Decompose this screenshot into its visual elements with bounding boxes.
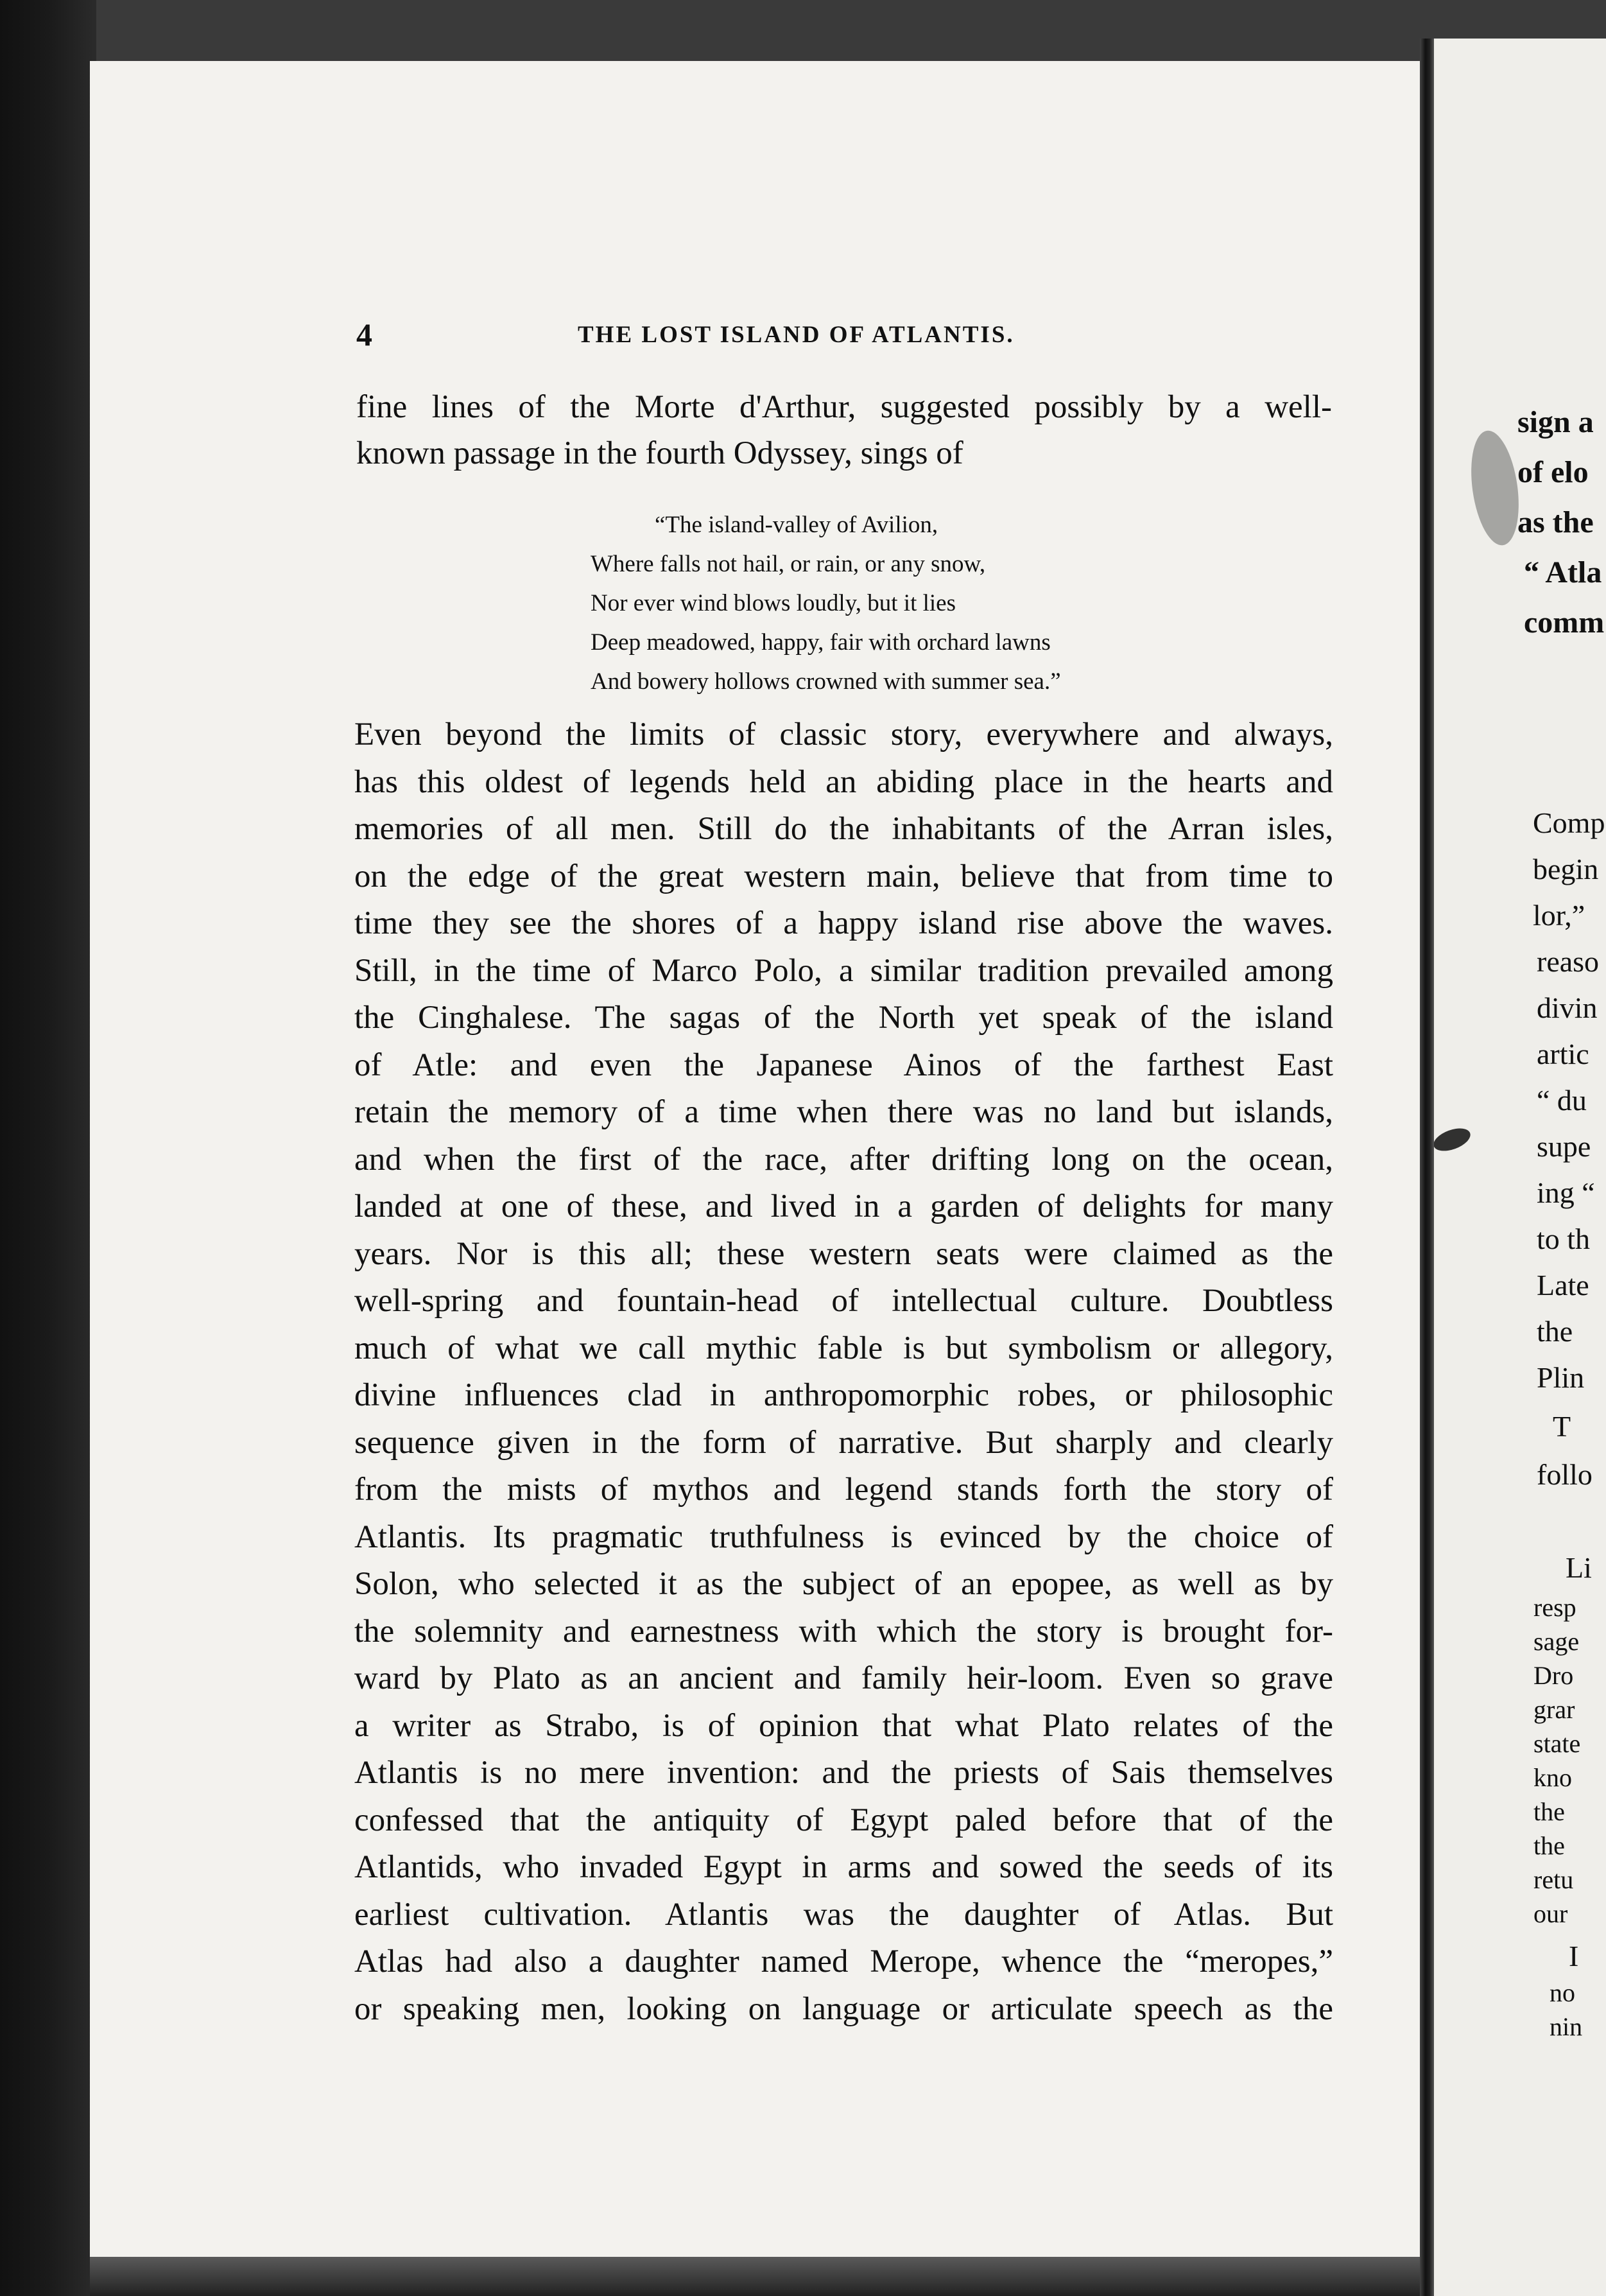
right-fragment: sage: [1533, 1627, 1580, 1656]
right-fragment: Comp: [1533, 806, 1605, 839]
body-line: time they see the shores of a happy island rise above the waves.: [354, 905, 1333, 941]
right-fragment: Late: [1537, 1269, 1589, 1301]
right-fragment: resp: [1533, 1593, 1576, 1622]
book-gutter: [1420, 39, 1434, 2296]
body-line: sequence given in the form of narrative. But sharply and clearly: [354, 1424, 1333, 1461]
body-line: a writer as Strabo, is of opinion that what Plato relates of the: [354, 1707, 1333, 1744]
scan-bottom-shadow: [90, 2257, 1428, 2296]
body-line: confessed that the antiquity of Egypt paled before that of the: [354, 1802, 1333, 1838]
body-line: well-spring and fountain-head of intellectual culture. Doubtless: [354, 1283, 1333, 1319]
right-fragment: of elo: [1517, 455, 1589, 489]
right-fragment: ing “: [1537, 1176, 1595, 1209]
right-fragment: nin: [1550, 2012, 1583, 2041]
right-fragment: the: [1537, 1315, 1573, 1348]
right-fragment: T: [1553, 1410, 1571, 1443]
right-fragment: state: [1533, 1729, 1581, 1758]
intro-paragraph: [356, 384, 1332, 476]
right-fragment: supe: [1537, 1130, 1591, 1163]
body-line: memories of all men. Still do the inhabitants of the Arran isles,: [354, 811, 1333, 847]
right-fragment: divin: [1537, 991, 1598, 1024]
body-line: the solemnity and earnestness with which the story is brought for-: [354, 1613, 1333, 1649]
right-fragment: to th: [1537, 1222, 1591, 1255]
body-line: landed at one of these, and lived in a garden of delights for many: [354, 1188, 1333, 1224]
body-line: Even beyond the limits of classic story, everywhere and always,: [354, 717, 1333, 752]
body-line: earliest cultivation. Atlantis was the daughter of Atlas. But: [354, 1896, 1333, 1933]
right-fragment: as the: [1517, 505, 1594, 539]
body-line: ward by Plato as an ancient and family heir-loom. Even so grave: [354, 1660, 1333, 1696]
body-line: has this oldest of legends held an abiding place in the hearts and: [354, 763, 1333, 800]
right-fragment: lor,”: [1533, 899, 1585, 932]
body-line: Still, in the time of Marco Polo, a similar tradition prevailed among: [354, 952, 1333, 989]
right-fragment: reaso: [1537, 945, 1600, 978]
body-line: of Atle: and even the Japanese Ainos of the farthest East: [354, 1047, 1333, 1083]
body-line: or speaking men, looking on language or articulate speech as the: [354, 1990, 1333, 2027]
right-fragment: begin: [1533, 853, 1599, 885]
poem-line: Where falls not hail, or rain, or any snow,: [591, 551, 986, 577]
poem-line: Nor ever wind blows loudly, but it lies: [591, 590, 956, 616]
poem-line: Deep meadowed, happy, fair with orchard lawns: [591, 629, 1051, 656]
right-fragment: Plin: [1537, 1361, 1585, 1394]
right-fragment: “ Atla: [1524, 555, 1602, 589]
right-fragment: “ du: [1537, 1084, 1587, 1117]
body-line: on the edge of the great western main, believe that from time to: [354, 858, 1333, 894]
body-line: divine influences clad in anthropomorphic robes, or philosophic: [354, 1377, 1333, 1413]
right-fragment: our: [1533, 1899, 1568, 1928]
right-fragment: no: [1550, 1978, 1575, 2007]
page-number: 4: [356, 317, 372, 352]
running-title: THE LOST ISLAND OF ATLANTIS.: [578, 322, 1015, 348]
right-fragment: Li: [1566, 1551, 1592, 1584]
body-line: Solon, who selected it as the subject of an epopee, as well as by: [354, 1566, 1333, 1602]
body-line: years. Nor is this all; these western seats were claimed as the: [354, 1235, 1333, 1272]
right-fragment: grar: [1533, 1695, 1575, 1724]
intro-line: known passage in the fourth Odyssey, sings of: [356, 435, 963, 471]
ink-smudge: [1465, 428, 1525, 548]
scan-left-shadow: [0, 0, 96, 2296]
right-fragment: Dro: [1533, 1661, 1574, 1690]
body-line: Atlantids, who invaded Egypt in arms and sowed the seeds of its: [354, 1849, 1333, 1885]
body-line: Atlantis is no mere invention: and the priests of Sais themselves: [354, 1755, 1333, 1791]
poem-line: And bowery hollows crowned with summer sea.”: [591, 668, 1061, 695]
body-line: much of what we call mythic fable is but symbolism or allegory,: [354, 1330, 1333, 1366]
running-head: [356, 316, 1447, 354]
intro-line: fine lines of the Morte d'Arthur, suggested possibly by a well-: [356, 389, 1332, 425]
body-line: and when the first of the race, after drifting long on the ocean,: [354, 1141, 1333, 1178]
right-page-fragment: [1434, 39, 1606, 2296]
body-line: from the mists of mythos and legend stands forth the story of: [354, 1472, 1333, 1508]
poem-quotation: [591, 505, 1329, 701]
right-fragment: artic: [1537, 1038, 1589, 1070]
right-fragment: sign a: [1517, 405, 1594, 439]
ink-smudge: [1434, 1124, 1473, 1156]
body-line: Atlantis. Its pragmatic truthfulness is evinced by the choice of: [354, 1518, 1333, 1555]
body-line: retain the memory of a time when there was no land but islands,: [354, 1094, 1333, 1130]
right-fragment: comm: [1524, 605, 1605, 639]
right-fragment: I: [1569, 1940, 1579, 1972]
right-fragment: follo: [1537, 1458, 1593, 1491]
right-fragment: the: [1533, 1831, 1565, 1860]
right-fragment: the: [1533, 1797, 1565, 1826]
body-line: Atlas had also a daughter named Merope, whence the “meropes,”: [354, 1944, 1333, 1979]
body-line: the Cinghalese. The sagas of the North yet speak of the island: [354, 1000, 1333, 1036]
right-fragment: kno: [1533, 1763, 1572, 1792]
right-fragment: retu: [1533, 1865, 1574, 1894]
poem-line: “The island-valley of Avilion,: [655, 512, 938, 538]
body-paragraph: [354, 711, 1333, 2033]
